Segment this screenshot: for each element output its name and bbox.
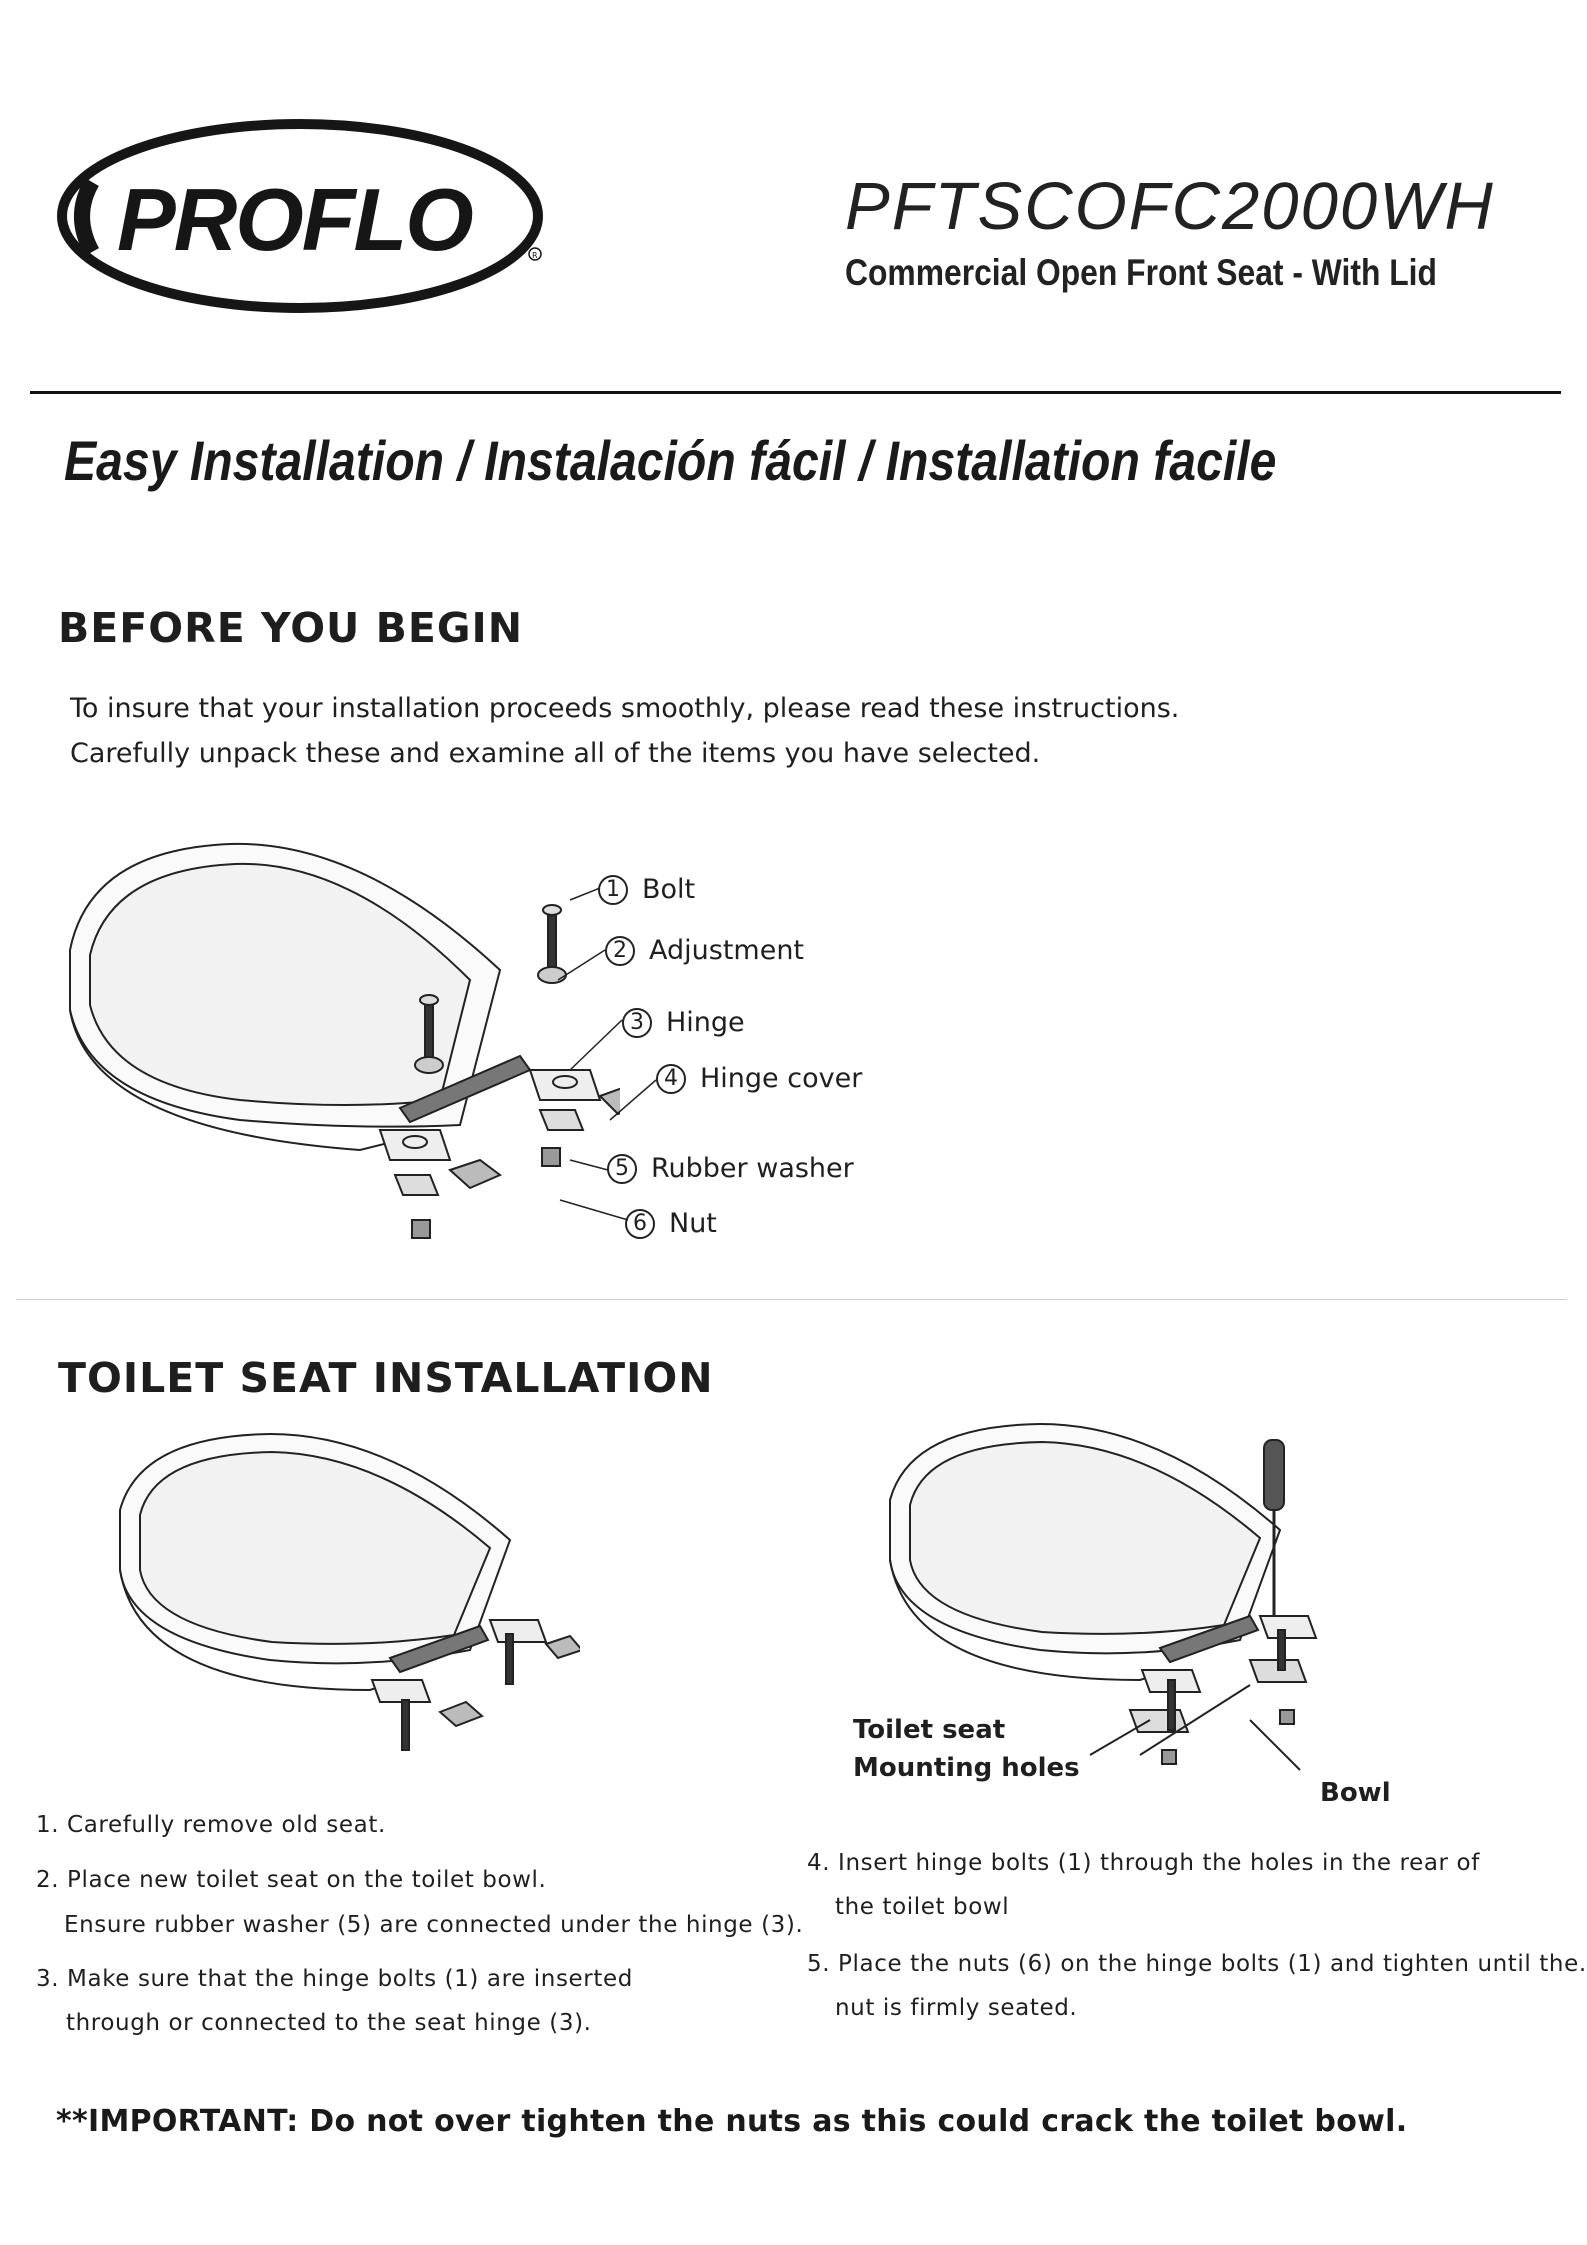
product-subtitle: Commercial Open Front Seat - With Lid	[845, 252, 1437, 293]
svg-text:PROFLO: PROFLO	[117, 170, 472, 269]
proflo-logo	[52, 112, 562, 322]
part-label: Hinge cover	[700, 1063, 863, 1094]
important-warning: **IMPORTANT: Do not over tighten the nuts as this could crack the toilet bowl.	[56, 2104, 1408, 2139]
step-3: 3. Make sure that the hinge bolts (1) are inserted	[36, 1966, 633, 1992]
step-4-detail: the toilet bowl	[835, 1894, 1010, 1920]
part-number: 5	[607, 1154, 637, 1184]
model-number: PFTSCOFC2000WH	[845, 169, 1495, 244]
callout-bowl: Bowl	[1320, 1778, 1391, 1808]
page-title: Easy Installation / Instalación fácil / Installation facile	[64, 429, 1277, 492]
part-label: Adjustment	[649, 935, 805, 966]
step-3-detail: through or connected to the seat hinge (3).	[66, 2010, 592, 2036]
part-leader-lines	[400, 870, 660, 1250]
part-number: 1	[598, 875, 628, 905]
step-1: 1. Carefully remove old seat.	[36, 1812, 386, 1838]
part-number: 6	[625, 1209, 655, 1239]
step-5-detail: nut is firmly seated.	[835, 1995, 1078, 2021]
step-2-detail: Ensure rubber washer (5) are connected under the hinge (3).	[64, 1912, 804, 1938]
step-5: 5. Place the nuts (6) on the hinge bolts (1) and tighten until the.	[807, 1951, 1587, 1977]
part-label: Hinge	[666, 1007, 745, 1038]
before-heading: BEFORE YOU BEGIN	[58, 604, 524, 652]
callout-toilet-seat: Toilet seat	[853, 1715, 1006, 1745]
part-number: 2	[605, 936, 635, 966]
part-label: Nut	[669, 1208, 717, 1239]
svg-text:R: R	[532, 251, 538, 260]
part-number: 3	[622, 1008, 652, 1038]
intro-line-2: Carefully unpack these and examine all of the items you have selected.	[70, 738, 1041, 769]
part-label: Rubber washer	[651, 1153, 854, 1184]
part-number: 4	[656, 1064, 686, 1094]
seat-placement-diagram	[110, 1430, 580, 1760]
section-divider	[16, 1299, 1567, 1300]
header-divider	[30, 391, 1561, 394]
step-2: 2. Place new toilet seat on the toilet bowl.	[36, 1867, 547, 1893]
part-label: Bolt	[642, 874, 696, 905]
step-4: 4. Insert hinge bolts (1) through the holes in the rear of	[807, 1850, 1480, 1876]
install-heading: TOILET SEAT INSTALLATION	[58, 1354, 714, 1402]
intro-line-1: To insure that your installation proceeds smoothly, please read these instructions.	[70, 693, 1180, 724]
callout-mounting-holes: Mounting holes	[853, 1753, 1080, 1783]
